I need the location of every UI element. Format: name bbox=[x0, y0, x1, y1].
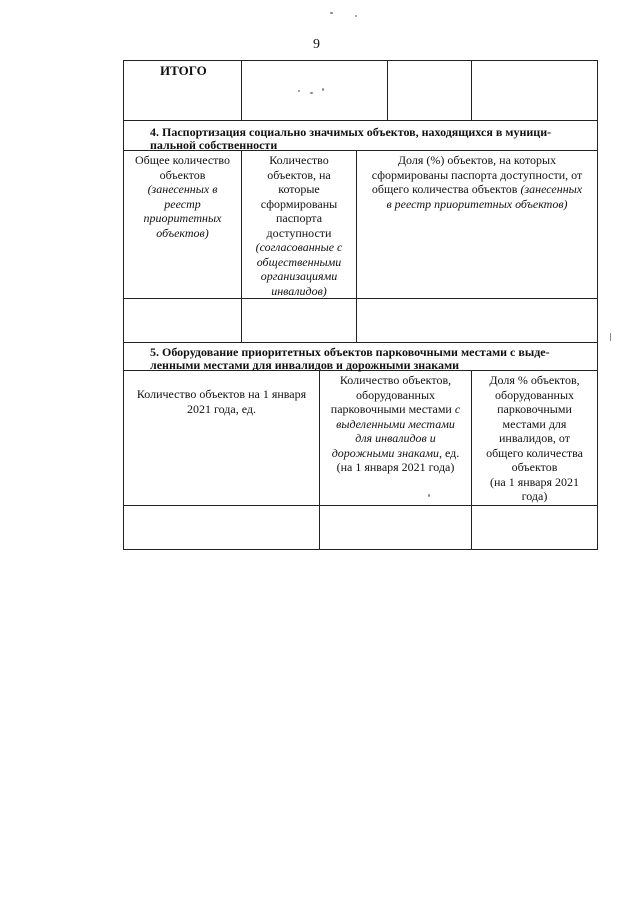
section4-title-line1: 4. Паспортизация социально значимых объектов, находящихся в муници- bbox=[150, 125, 552, 139]
divider-section4-header bbox=[123, 298, 598, 299]
totals-col-divider-3 bbox=[471, 60, 472, 120]
scan-speck bbox=[355, 15, 357, 17]
scan-speck bbox=[298, 90, 300, 92]
section4-title-line2: пальной собственности bbox=[150, 138, 278, 152]
totals-label: ИТОГО bbox=[160, 63, 207, 78]
section5-header-equipped-count: Количество объектов, оборудованных парковочными местами с выделенными местами для инвалидов и дорожными знаками, ед. (на 1 января 2021 года) bbox=[330, 373, 461, 474]
page-number: 9 bbox=[313, 37, 320, 52]
divider-totals-bottom bbox=[123, 120, 598, 121]
scan-speck bbox=[610, 333, 611, 341]
scan-speck bbox=[310, 92, 313, 94]
scan-speck bbox=[330, 12, 333, 14]
section4-header-passports-count: Количество объектов, на которые сформированы паспорта доступности (согласованные с общественными организациями инвалидов) bbox=[255, 153, 343, 298]
section4-header-passports-share: Доля (%) объектов, на которых сформированы паспорта доступности, от общего количества объектов (занесенных в реестр приоритетных объектов) bbox=[371, 153, 583, 211]
section5-title-line2: ленными местами для инвалидов и дорожными знаками bbox=[150, 358, 460, 372]
section5-title-line1: 5. Оборудование приоритетных объектов парковочными местами с выде- bbox=[150, 345, 550, 359]
totals-col-divider-1 bbox=[241, 60, 242, 120]
section4-header-total-objects: Общее количество объектов (занесенных в реестр приоритетных объектов) bbox=[135, 153, 230, 240]
divider-section4-data bbox=[123, 342, 598, 343]
section5-header-equipped-share: Доля % объектов, оборудованных парковочными местами для инвалидов, от общего количества объектов (на 1 января 2021 года) bbox=[486, 373, 583, 503]
scan-speck bbox=[428, 494, 430, 497]
section5-header-objects-count: Количество объектов на 1 января 2021 года, ед. bbox=[136, 387, 307, 416]
totals-col-divider-2 bbox=[387, 60, 388, 120]
divider-section5-header bbox=[123, 505, 598, 506]
section5-title bbox=[150, 346, 595, 372]
scan-speck bbox=[322, 88, 324, 91]
section4-title bbox=[150, 126, 595, 152]
